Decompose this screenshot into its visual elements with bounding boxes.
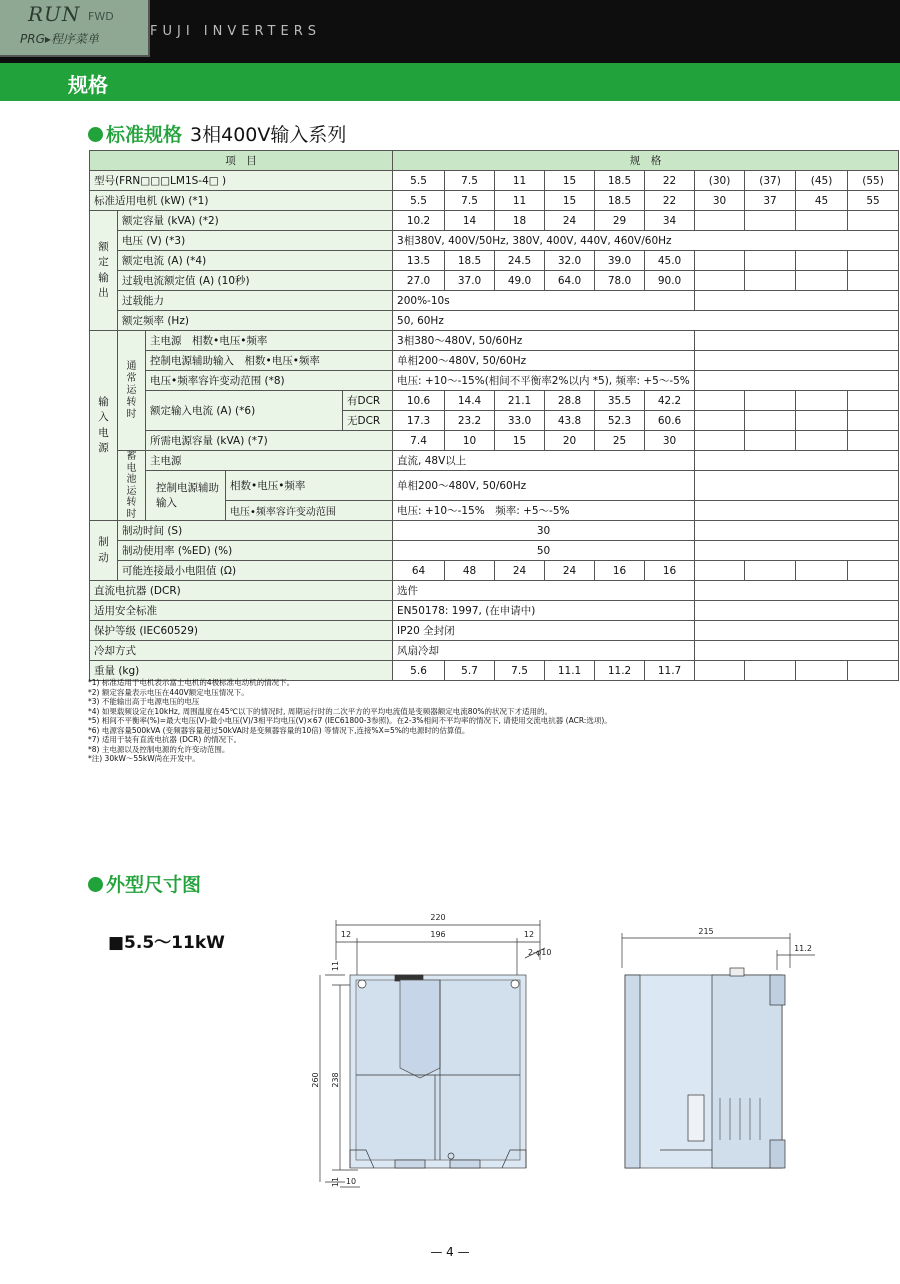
resistor-label: 可能连接最小电阻值 (Ω)	[118, 561, 393, 581]
protection-label: 保护等级 (IEC60529)	[90, 621, 393, 641]
required-capacity-value: 15	[495, 431, 545, 451]
main-power-label: 主电源 相数•电压•频率	[146, 331, 393, 351]
resistor-value: 24	[495, 561, 545, 581]
motor-value: 18.5	[595, 191, 645, 211]
current-value: 18.5	[445, 251, 495, 271]
model-value: 22	[645, 171, 695, 191]
motor-value: 37	[745, 191, 796, 211]
capacity-value: 24	[545, 211, 595, 231]
model-value: 7.5	[445, 171, 495, 191]
current-value: 32.0	[545, 251, 595, 271]
weight-value: 11.2	[595, 661, 645, 681]
with-dcr-value: 14.4	[445, 391, 495, 411]
model-value: 11	[495, 171, 545, 191]
with-dcr-label: 有DCR	[343, 391, 393, 411]
braking-time-value: 30	[393, 521, 695, 541]
current-value: 39.0	[595, 251, 645, 271]
overload-value: 200%-10s	[393, 291, 695, 311]
safety-label: 适用安全标准	[90, 601, 393, 621]
capacity-label: 额定容量 (kVA) (*2)	[118, 211, 393, 231]
aux-power-label: 控制电源辅助输入 相数•电压•频率	[146, 351, 393, 371]
without-dcr-value: 43.8	[545, 411, 595, 431]
battery-phase-label: 相数•电压•频率	[226, 471, 393, 501]
motor-value: 55	[848, 191, 899, 211]
overload-current-value: 37.0	[445, 271, 495, 291]
input-power-group: 输入电源	[90, 331, 118, 521]
page-number: — 4 —	[430, 1245, 470, 1259]
footnote: *4) 如果载频设定在10kHz, 周围温度在45℃以下的情况时, 周期运行时的二次平方的平均电流值是变频器额定电流80%的状况下才适用的。	[88, 706, 552, 716]
without-dcr-value: 17.3	[393, 411, 445, 431]
without-dcr-value: 60.6	[645, 411, 695, 431]
overload-label: 过载能力	[118, 291, 393, 311]
cooling-label: 冷却方式	[90, 641, 393, 661]
capacity-value: 10.2	[393, 211, 445, 231]
current-value: 45.0	[645, 251, 695, 271]
motor-value: 30	[695, 191, 745, 211]
weight-value: 11.7	[645, 661, 695, 681]
without-dcr-label: 无DCR	[343, 411, 393, 431]
weight-value: 5.6	[393, 661, 445, 681]
dim-inner-height: 238	[331, 1072, 340, 1088]
weight-value: 7.5	[495, 661, 545, 681]
model-value: (55)	[848, 171, 899, 191]
weight-value: 11.1	[545, 661, 595, 681]
dim-bottom-x: 10	[345, 1177, 357, 1186]
brand-title: FUJI INVERTERS	[150, 24, 321, 39]
footnote: *5) 相间不平衡率(%)=最大电压(V)-最小电压(V)/3相平均电压(V)×67 (IEC61800-3参照)。在2-3%相间不平均率的情况下, 请使用交流电抗器 (ACR:选项)。	[88, 716, 612, 725]
lcd-fwd-text: FWD	[88, 10, 114, 23]
overload-current-label: 过载电流额定值 (A) (10秒)	[118, 271, 393, 291]
cooling-value: 风扇冷却	[393, 641, 695, 661]
battery-main-value: 直流, 48V以上	[393, 451, 695, 471]
model-value: 18.5	[595, 171, 645, 191]
required-capacity-value: 20	[545, 431, 595, 451]
voltage-label: 电压 (V) (*3)	[118, 231, 393, 251]
normal-operation-group: 通常运转时	[118, 331, 146, 451]
dim-right-margin: 12	[523, 930, 535, 939]
resistor-value: 48	[445, 561, 495, 581]
motor-value: 11	[495, 191, 545, 211]
with-dcr-value: 42.2	[645, 391, 695, 411]
overload-current-value: 27.0	[393, 271, 445, 291]
braking-group: 制动	[90, 521, 118, 581]
standard-specs-subtitle: 3相400V输入系列	[190, 124, 347, 146]
current-value: 13.5	[393, 251, 445, 271]
lcd-run-text: RUN	[28, 2, 81, 26]
fluct-label: 电压•频率容许变动范围 (*8)	[146, 371, 393, 391]
battery-phase-value: 单相200～480V, 50/60Hz	[393, 471, 695, 501]
motor-value: 22	[645, 191, 695, 211]
resistor-value: 24	[545, 561, 595, 581]
motor-value: 15	[545, 191, 595, 211]
required-capacity-value: 7.4	[393, 431, 445, 451]
braking-duty-label: 制动使用率 (%ED) (%)	[118, 541, 393, 561]
with-dcr-value: 35.5	[595, 391, 645, 411]
model-value: (37)	[745, 171, 796, 191]
freq-value: 50, 60Hz	[393, 311, 899, 331]
current-label: 额定电流 (A) (*4)	[118, 251, 393, 271]
safety-value: EN50178: 1997, (在申请中)	[393, 601, 695, 621]
overload-current-value: 64.0	[545, 271, 595, 291]
weight-value: 5.7	[445, 661, 495, 681]
dcr-label: 直流电抗器 (DCR)	[90, 581, 393, 601]
motor-value: 45	[796, 191, 848, 211]
motor-label: 标准适用电机 (kW) (*1)	[90, 191, 393, 211]
current-value: 24.5	[495, 251, 545, 271]
required-capacity-value: 25	[595, 431, 645, 451]
dim-width: 220	[430, 913, 446, 922]
model-label: 型号(FRN□□□LM1S-4□ )	[90, 171, 393, 191]
braking-time-label: 制动时间 (S)	[118, 521, 393, 541]
model-value: 15	[545, 171, 595, 191]
resistor-value: 64	[393, 561, 445, 581]
model-value: (45)	[796, 171, 848, 191]
dim-depth-offset: 11.2	[794, 944, 812, 953]
dim-mid: 196	[430, 930, 446, 939]
required-capacity-label: 所需电源容量 (kVA) (*7)	[146, 431, 393, 451]
rated-input-label: 额定输入电流 (A) (*6)	[146, 391, 343, 431]
model-value: (30)	[695, 171, 745, 191]
capacity-value: 29	[595, 211, 645, 231]
protection-value: IP20 全封闭	[393, 621, 695, 641]
standard-specs-title: 标准规格	[106, 124, 183, 146]
header-spec-cell: 规 格	[393, 151, 899, 171]
without-dcr-value: 33.0	[495, 411, 545, 431]
with-dcr-value: 21.1	[495, 391, 545, 411]
footnote: *2) 额定容量表示电压在440V额定电压情况下。	[88, 687, 249, 697]
dcr-value: 选件	[393, 581, 695, 601]
battery-ctrl-label: 控制电源辅助输入	[146, 471, 226, 521]
required-capacity-value: 10	[445, 431, 495, 451]
dim-left-margin: 12	[340, 930, 352, 939]
capacity-value: 18	[495, 211, 545, 231]
resistor-value: 16	[595, 561, 645, 581]
model-value: 5.5	[393, 171, 445, 191]
battery-fluct-value: 电压: +10～-15% 频率: +5～-5%	[393, 501, 695, 521]
required-capacity-value: 30	[645, 431, 695, 451]
resistor-value: 16	[645, 561, 695, 581]
battery-main-label: 主电源	[146, 451, 393, 471]
fluct-value: 电压: +10～-15%(相间不平衡率2%以内 *5), 频率: +5～-5%	[393, 371, 695, 391]
footnote: *3) 不能输出高于电源电压的电压	[88, 697, 200, 706]
section-banner-title: 规格	[68, 73, 108, 97]
overload-current-value: 49.0	[495, 271, 545, 291]
battery-fluct-label: 电压•频率容许变动范围	[226, 501, 393, 521]
battery-operation-group: 蓄电池运转时	[118, 451, 146, 521]
dimensions-title: 外型尺寸图	[106, 874, 202, 896]
motor-value: 5.5	[393, 191, 445, 211]
footnote: *1) 标准适用于电机表示富士电机的4极标准电动机的情况下。	[88, 678, 295, 687]
footnote: *6) 电源容量500kVA (变频器容量超过50kVA时是变频器容量的10倍) 等情况下,连接%X=5%的电源时的估算值。	[88, 725, 470, 735]
footnote: *注) 30kW～55kW尚在开发中。	[88, 754, 200, 763]
capacity-value: 34	[645, 211, 695, 231]
without-dcr-value: 52.3	[595, 411, 645, 431]
motor-value: 7.5	[445, 191, 495, 211]
braking-duty-value: 50	[393, 541, 695, 561]
lcd-prg-text: PRG▸程序菜单	[20, 32, 99, 46]
footnote: *7) 适用于装有直流电抗器 (DCR) 的情况下。	[88, 735, 242, 744]
header-item-cell: 项 目	[90, 151, 393, 171]
dim-height: 260	[311, 1072, 320, 1088]
aux-power-value: 单相200～480V, 50/60Hz	[393, 351, 695, 371]
dim-depth: 215	[698, 927, 714, 936]
main-power-value: 3相380～480V, 50/60Hz	[393, 331, 695, 351]
freq-label: 额定频率 (Hz)	[118, 311, 393, 331]
dim-top-offset: 11	[331, 960, 340, 972]
weight-label: 重量 (kg)	[90, 661, 393, 681]
footnote: *8) 主电源以及控制电源的允许变动范围。	[88, 744, 230, 754]
dimensions-subtitle: ■5.5～11kW	[108, 933, 225, 953]
overload-current-value: 78.0	[595, 271, 645, 291]
rated-output-group: 额定输出	[90, 211, 118, 331]
without-dcr-value: 23.2	[445, 411, 495, 431]
with-dcr-value: 10.6	[393, 391, 445, 411]
dim-holes: 2-φ10	[528, 948, 552, 957]
voltage-value: 3相380V, 400V/50Hz, 380V, 400V, 440V, 460V/60Hz	[393, 231, 899, 251]
dim-bottom-offset: 11	[331, 1176, 340, 1188]
overload-current-value: 90.0	[645, 271, 695, 291]
with-dcr-value: 28.8	[545, 391, 595, 411]
capacity-value: 14	[445, 211, 495, 231]
